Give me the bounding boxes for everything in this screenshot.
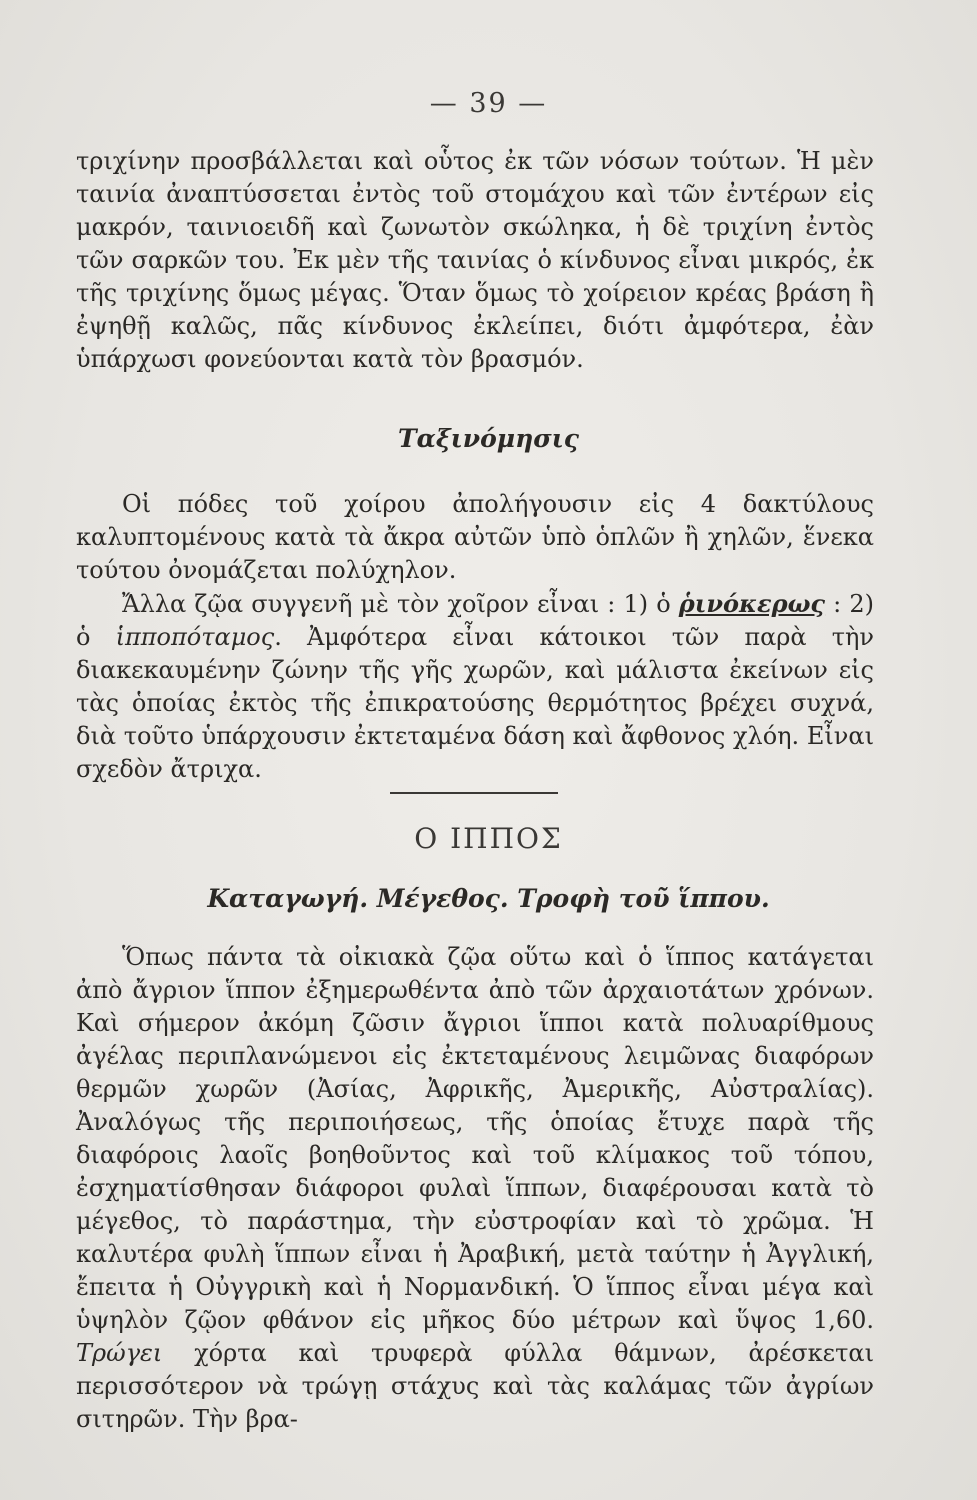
heading-classification: Ταξινόμησις <box>398 424 579 453</box>
subheading-horse: Καταγωγή. Μέγεθος. Τροφὴ τοῦ ἵππου. <box>207 884 770 913</box>
paragraph-hooves: Οἱ πόδες τοῦ χοίρου ἀπολήγουσιν εἰς 4 δακτύλους καλυπτομένους κατὰ τὰ ἄκρα αὐτῶν ὑπὸ ὁπλῶν ἢ χηλῶν, ἕνεκα τούτου ὀνομάζεται πολύχηλον. <box>76 490 874 584</box>
text-block-classification <box>76 488 874 786</box>
text-block-trichina <box>76 145 874 376</box>
section-divider <box>390 792 558 794</box>
term-hippopotamus: ἱπποπόταμος <box>115 623 275 651</box>
horse-text-end: χόρτα καὶ τρυφερὰ φύλλα θάμνων, ἀρέσκεται περισσότερον νὰ τρώγῃ στάχυς καὶ τὰς καλάμας τῶν ἀγρίων σιτηρῶν. Τὴν βρα- <box>76 1339 874 1433</box>
paragraph-related-animals <box>76 587 874 786</box>
paragraph-trichina: τριχίνην προσβάλλεται καὶ οὗτος ἐκ τῶν νόσων τούτων. Ἡ μὲν ταινία ἀναπτύσσεται ἐντὸς τοῦ στομάχου καὶ τῶν ἐντέρων εἰς μακρόν, ταινιοειδῆ καὶ ζωνωτὸν σκώληκα, ἡ δὲ τριχίνη ἐντὸς τῶν σαρκῶν του. Ἐκ μὲν τῆς ταινίας ὁ κίνδυνος εἶναι μικρός, ἐκ τῆς τριχίνης ὅμως μέγας. Ὅταν ὅμως τὸ χοίρειον κρέας βράση ἢ ἐψηθῇ καλῶς, πᾶς κίνδυνος ἐκλείπει, διότι ἀμφότερα, ἐὰν ὑπάρχωσι φονεύονται κατὰ τὸν βρασμόν. <box>76 147 874 373</box>
text-block-horse <box>76 941 874 1436</box>
horse-text-italic: Τρώγει <box>76 1339 163 1367</box>
paragraph-horse <box>76 941 874 1436</box>
chapter-title-horse: Ο ΙΠΠΟΣ <box>414 822 563 855</box>
related-intro: Ἄλλα ζῷα συγγενῆ μὲ τὸν χοῖρον εἶναι : 1) ὁ <box>122 590 679 618</box>
related-rest: . Ἀμφότερα εἶναι κάτοικοι τῶν παρὰ τὴν διακεκαυμένην ζώνην τῆς γῆς χωρῶν, καὶ μάλιστα ἐκείνων εἰς τὰς ὁποίας ἐκτὸς τῆς ἐπικρατούσης θερμότητος βρέχει συχνά, διὰ τοῦτο ὑπάρχουσιν ἐκτεταμένα δάση καὶ ἄφθονος χλόη. Εἶναι σχεδὸν ἄτριχα. <box>76 623 874 783</box>
term-rhinoceros: ῥινόκερως <box>678 589 826 618</box>
horse-text-main: Ὅπως πάντα τὰ οἰκιακὰ ζῷα οὕτω καὶ ὁ ἵππος κατάγεται ἀπὸ ἄγριον ἵππον ἐξημερωθέντα ἀπὸ τῶν ἀρχαιοτάτων χρόνων. Καὶ σήμερον ἀκόμη ζῶσιν ἄγριοι ἵπποι κατὰ πολυαρίθμους ἀγέλας περιπλανώμενοι εἰς ἐκτεταμένους λειμῶνας διαφόρων θερμῶν χωρῶν (Ἀσίας, Ἀφρικῆς, Ἀμερικῆς, Αὐστραλίας). Ἀναλόγως τῆς περιποιήσεως, τῆς ὁποίας ἔτυχε παρὰ τῆς διαφόροις λαοῖς βοηθοῦντος καὶ τοῦ κλίμακος τοῦ τόπου, ἐσχηματίσθησαν διάφοροι φυλαὶ ἵππων, διαφέρουσαι κατὰ τὸ μέγεθος, τὸ παράστημα, τὴν εὐστροφίαν καὶ τὸ χρῶμα. Ἡ καλυτέρα φυλὴ ἵππων εἶναι ἡ Ἀραβική, μετὰ ταύτην ἡ Ἀγγλική, ἔπειτα ἡ Οὐγγρικὴ καὶ ἡ Νορμανδική. Ὁ ἵππος εἶναι μέγα καὶ ὑψηλὸν ζῷον φθάνον εἰς μῆκος δύο μέτρων καὶ ὕψος 1,60. <box>76 943 874 1334</box>
related-middle: : 2) ὁ <box>76 590 874 651</box>
page-number: — 39 — <box>429 88 548 119</box>
